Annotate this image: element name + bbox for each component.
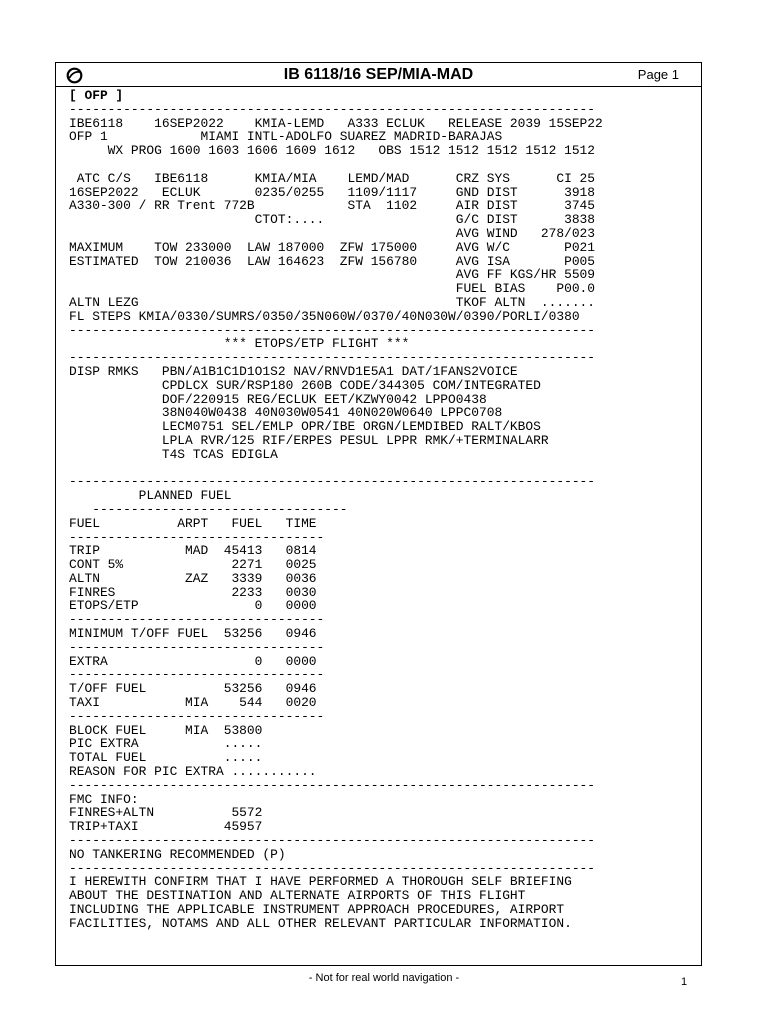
- ofp-line: NO TANKERING RECOMMENDED (P): [69, 846, 286, 862]
- page-label: Page 1: [637, 67, 679, 82]
- separator-line: --------------------------------------------------------------------: [69, 322, 596, 338]
- ofp-line: EXTRA 0 0000: [69, 653, 317, 669]
- separator-line: ---------------------------------: [69, 501, 348, 517]
- separator-line: --------------------------------------------------------------------: [69, 833, 596, 849]
- separator-line: ---------------------------------: [69, 529, 325, 545]
- ofp-line: AVG FF KGS/HR 5509: [69, 267, 596, 283]
- ofp-line: INCLUDING THE APPLICABLE INSTRUMENT APPROACH PROCEDURES, AIRPORT: [69, 902, 565, 918]
- ofp-line: ALTN LEZG TKOF ALTN .......: [69, 294, 596, 310]
- ofp-line: ATC C/S IBE6118 KMIA/MIA LEMD/MAD CRZ SYS CI 25: [69, 170, 596, 186]
- ofp-line: CTOT:.... G/C DIST 3838: [69, 212, 596, 228]
- ofp-line: TRIP MAD 45413 0814: [69, 543, 317, 559]
- ofp-line: 16SEP2022 ECLUK 0235/0255 1109/1117 GND DIST 3918: [69, 184, 596, 200]
- ofp-line: LECM0751 SEL/EMLP OPR/IBE ORGN/LEMDIBED RALT/KBOS: [69, 419, 541, 435]
- ofp-line: I HEREWITH CONFIRM THAT I HAVE PERFORMED A THOROUGH SELF BRIEFING: [69, 874, 572, 890]
- footer-page-number: 1: [681, 976, 688, 988]
- ofp-line: 38N040W0438 40N030W0541 40N020W0640 LPPC0708: [69, 405, 503, 421]
- ofp-line: FL STEPS KMIA/0330/SUMRS/0350/35N060W/0370/40N030W/0390/PORLI/0380: [69, 308, 580, 324]
- ofp-document-frame: [55, 62, 702, 966]
- ofp-line: ABOUT THE DESTINATION AND ALTERNATE AIRPORTS OF THIS FLIGHT: [69, 888, 526, 904]
- ofp-line: TRIP+TAXI 45957: [69, 819, 263, 835]
- separator-line: --------------------------------------------------------------------: [69, 350, 596, 366]
- ofp-line: IBE6118 16SEP2022 KMIA-LEMD A333 ECLUK RELEASE 2039 15SEP22: [69, 115, 603, 131]
- ofp-line: REASON FOR PIC EXTRA ...........: [69, 764, 317, 780]
- separator-line: --------------------------------------------------------------------: [69, 777, 596, 793]
- ofp-body: [69, 89, 699, 931]
- ofp-line: MAXIMUM TOW 233000 LAW 187000 ZFW 175000 AVG W/C P021: [69, 239, 596, 255]
- ofp-line: AVG WIND 278/023: [69, 225, 596, 241]
- ofp-line: [69, 462, 699, 476]
- ofp-line: DOF/220915 REG/ECLUK EET/KZWY0042 LPPO0438: [69, 391, 487, 407]
- flight-title: IB 6118/16 SEP/MIA-MAD: [283, 66, 474, 83]
- separator-line: --------------------------------------------------------------------: [69, 474, 596, 490]
- ofp-line: A330-300 / RR Trent 772B STA 1102 AIR DIST 3745: [69, 198, 596, 214]
- ofp-line: ETOPS/ETP 0 0000: [69, 598, 317, 614]
- ofp-line: CPDLCX SUR/RSP180 260B CODE/344305 COM/INTEGRATED: [69, 377, 541, 393]
- separator-line: ---------------------------------: [69, 639, 325, 655]
- ofp-line: [69, 158, 699, 172]
- ofp-line: FINRES+ALTN 5572: [69, 805, 263, 821]
- ofp-line: TAXI MIA 544 0020: [69, 695, 317, 711]
- ofp-line: FMC INFO:: [69, 791, 139, 807]
- ofp-section-tag: [ OFP ]: [69, 89, 124, 103]
- ofp-line: *** ETOPS/ETP FLIGHT ***: [69, 336, 410, 352]
- ofp-line: PIC EXTRA .....: [69, 736, 263, 752]
- ofp-line: CONT 5% 2271 0025: [69, 557, 317, 573]
- footer-disclaimer: - Not for real world navigation -: [308, 972, 460, 984]
- document-header: [56, 63, 701, 87]
- ofp-line: MINIMUM T/OFF FUEL 53256 0946: [69, 626, 317, 642]
- ofp-line: PLANNED FUEL: [69, 488, 232, 504]
- ofp-line: FUEL BIAS P00.0: [69, 281, 596, 297]
- ofp-line: BLOCK FUEL MIA 53800: [69, 722, 263, 738]
- separator-line: ---------------------------------: [69, 667, 325, 683]
- separator-line: ---------------------------------: [69, 612, 325, 628]
- ofp-line: FACILITIES, NOTAMS AND ALL OTHER RELEVANT PARTICULAR INFORMATION.: [69, 915, 572, 931]
- separator-line: ---------------------------------: [69, 708, 325, 724]
- ofp-line: T4S TCAS EDIGLA: [69, 446, 278, 462]
- separator-line: --------------------------------------------------------------------: [69, 101, 596, 117]
- ofp-line: DISP RMKS PBN/A1B1C1D1O1S2 NAV/RNVD1E5A1 DAT/1FANS2VOICE: [69, 363, 518, 379]
- ofp-line: T/OFF FUEL 53256 0946: [69, 681, 317, 697]
- ofp-line: TOTAL FUEL .....: [69, 750, 263, 766]
- ofp-line: FINRES 2233 0030: [69, 584, 317, 600]
- ofp-line: OFP 1 MIAMI INTL-ADOLFO SUAREZ MADRID-BARAJAS: [69, 129, 503, 145]
- separator-line: --------------------------------------------------------------------: [69, 860, 596, 876]
- ofp-line: LPLA RVR/125 RIF/ERPES PESUL LPPR RMK/+TERMINALARR: [69, 432, 549, 448]
- ofp-line: FUEL ARPT FUEL TIME: [69, 515, 317, 531]
- ofp-line: ALTN ZAZ 3339 0036: [69, 570, 317, 586]
- ofp-line: WX PROG 1600 1603 1606 1609 1612 OBS 1512 1512 1512 1512 1512: [69, 143, 596, 159]
- ofp-line: ESTIMATED TOW 210036 LAW 164623 ZFW 156780 AVG ISA P005: [69, 253, 596, 269]
